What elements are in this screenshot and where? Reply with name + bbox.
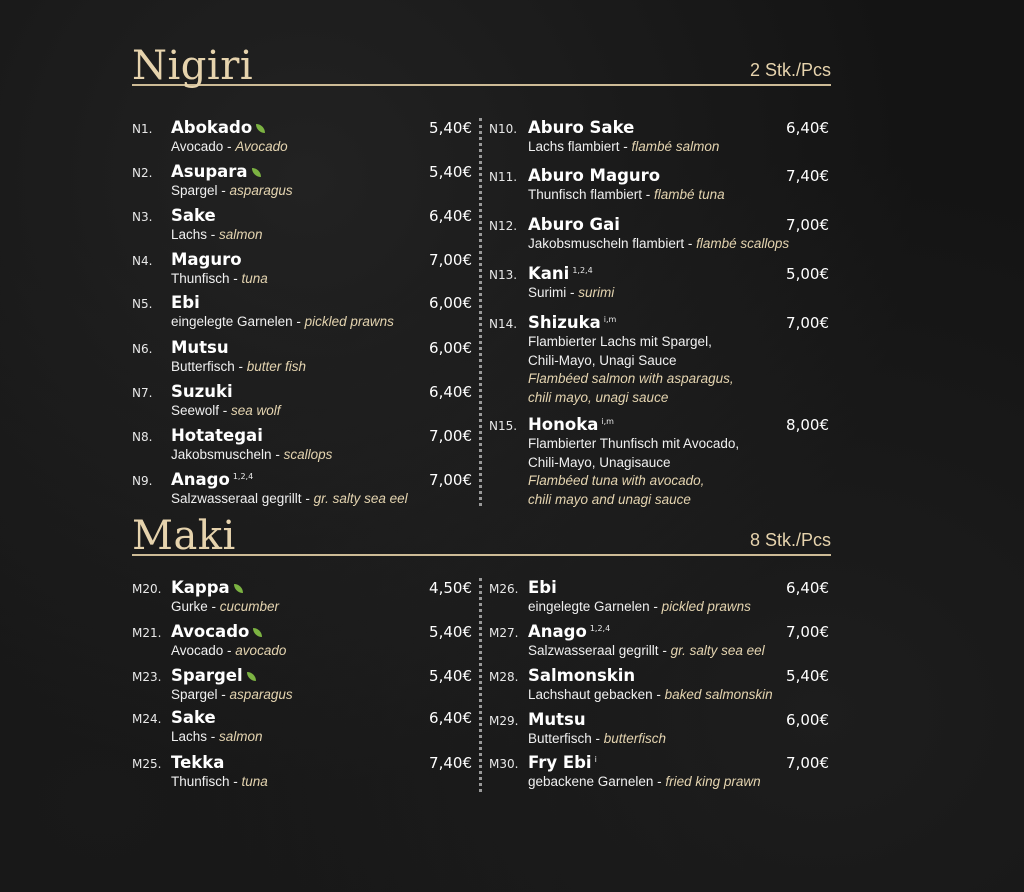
item-price: 6,00€ bbox=[429, 294, 472, 312]
vegetarian-leaf-icon bbox=[247, 672, 256, 681]
allergen-codes: i bbox=[594, 754, 597, 764]
description-de: Butterfisch bbox=[171, 359, 235, 374]
item-price: 7,40€ bbox=[786, 167, 829, 185]
item-name bbox=[171, 382, 233, 401]
description-de: Salzwasseraal gegrillt bbox=[171, 491, 302, 506]
description-en: gr. salty sea eel bbox=[670, 643, 765, 658]
item-price: 5,40€ bbox=[786, 667, 829, 685]
description-de: Butterfisch bbox=[528, 731, 592, 746]
maki-section bbox=[132, 512, 831, 789]
description-en-line: Flambéed salmon with asparagus, bbox=[528, 371, 734, 386]
item-name-text: Spargel bbox=[171, 666, 243, 685]
maki-title: Maki bbox=[132, 513, 236, 559]
item-description: Salzwasseraal gegrillt - gr. salty sea eel bbox=[528, 643, 765, 658]
description-de: Avocado bbox=[171, 139, 224, 154]
item-description: Thunfisch - tuna bbox=[171, 271, 268, 286]
item-name-text: Honoka bbox=[528, 415, 599, 434]
item-name-text: Aburo Maguro bbox=[528, 166, 661, 185]
item-number: N3. bbox=[132, 210, 153, 224]
description-de-line: Flambierter Thunfisch mit Avocado, bbox=[528, 436, 740, 451]
description-de-line: Chili-Mayo, Unagisauce bbox=[528, 454, 671, 470]
item-description: Avocado - avocado bbox=[171, 643, 287, 658]
description-en: avocado bbox=[235, 643, 287, 658]
description-de: Seewolf bbox=[171, 403, 220, 418]
description-en: gr. salty sea eel bbox=[313, 491, 408, 506]
item-price: 7,00€ bbox=[429, 471, 472, 489]
item-description: Lachs flambiert - flambé salmon bbox=[528, 139, 720, 154]
item-number: M25. bbox=[132, 757, 162, 771]
description-en: asparagus bbox=[229, 687, 293, 702]
item-description: Spargel - asparagus bbox=[171, 687, 293, 702]
description-de: Lachs bbox=[171, 227, 208, 242]
item-name bbox=[171, 753, 224, 772]
item-description: Butterfisch - butter fish bbox=[171, 359, 307, 374]
item-price: 7,00€ bbox=[429, 427, 472, 445]
item-name-text: Aburo Gai bbox=[528, 215, 620, 234]
description-en: butter fish bbox=[246, 359, 307, 374]
item-price: 6,00€ bbox=[786, 711, 829, 729]
description-de: eingelegte Garnelen bbox=[528, 599, 650, 614]
item-description bbox=[528, 435, 828, 509]
item-number: M23. bbox=[132, 670, 162, 684]
vegetarian-leaf-icon bbox=[253, 628, 262, 637]
description-en: flambé tuna bbox=[654, 187, 725, 202]
item-number: N11. bbox=[489, 170, 518, 184]
item-name-text: Anago bbox=[528, 622, 587, 641]
description-en: pickled prawns bbox=[661, 599, 751, 614]
item-name bbox=[171, 426, 263, 445]
item-name bbox=[528, 666, 635, 685]
item-number: M29. bbox=[489, 714, 519, 728]
item-number: N9. bbox=[132, 474, 153, 488]
item-name bbox=[528, 264, 593, 283]
description-de: Surimi bbox=[528, 285, 567, 300]
item-description: Salzwasseraal gegrillt - gr. salty sea eel bbox=[171, 491, 408, 506]
description-en: sea wolf bbox=[231, 403, 281, 418]
nigiri-header bbox=[132, 42, 831, 89]
item-description: eingelegte Garnelen - pickled prawns bbox=[528, 599, 751, 614]
item-description: Surimi - surimi bbox=[528, 285, 615, 300]
item-price: 6,40€ bbox=[786, 119, 829, 137]
item-description: Avocado - Avocado bbox=[171, 139, 288, 154]
item-name bbox=[171, 118, 265, 137]
item-price: 5,40€ bbox=[429, 163, 472, 181]
item-number: M30. bbox=[489, 757, 519, 771]
description-de: Lachs bbox=[171, 729, 208, 744]
column-divider bbox=[479, 578, 482, 792]
item-name bbox=[528, 753, 597, 772]
item-name-text: Hotategai bbox=[171, 426, 263, 445]
item-price: 5,40€ bbox=[429, 623, 472, 641]
description-en-line: Flambéed tuna with avocado, bbox=[528, 473, 705, 488]
item-number: N10. bbox=[489, 122, 518, 136]
item-description bbox=[528, 333, 828, 407]
description-de: Gurke bbox=[171, 599, 208, 614]
item-name bbox=[528, 415, 614, 434]
description-en: tuna bbox=[241, 774, 268, 789]
item-name-text: Abokado bbox=[171, 118, 253, 137]
description-de: Jakobsmuscheln flambiert bbox=[528, 236, 685, 251]
description-en: asparagus bbox=[229, 183, 293, 198]
item-price: 6,00€ bbox=[429, 339, 472, 357]
allergen-codes: 1,2,4 bbox=[232, 471, 254, 481]
item-name bbox=[528, 215, 620, 234]
item-price: 7,00€ bbox=[786, 623, 829, 641]
item-price: 4,50€ bbox=[429, 579, 472, 597]
item-number: N6. bbox=[132, 342, 153, 356]
item-price: 8,00€ bbox=[786, 416, 829, 434]
item-name bbox=[528, 578, 557, 597]
item-name bbox=[528, 118, 634, 137]
item-name-text: Sake bbox=[171, 708, 216, 727]
item-price: 7,00€ bbox=[429, 251, 472, 269]
item-name-text: Tekka bbox=[171, 753, 225, 772]
item-description: Lachshaut gebacken - baked salmonskin bbox=[528, 687, 773, 702]
item-number: M28. bbox=[489, 670, 519, 684]
item-price: 5,40€ bbox=[429, 119, 472, 137]
item-number: M20. bbox=[132, 582, 162, 596]
item-name bbox=[171, 622, 262, 641]
item-number: N8. bbox=[132, 430, 153, 444]
item-description: Lachs - salmon bbox=[171, 729, 263, 744]
description-de: Thunfisch bbox=[171, 271, 230, 286]
item-description: Jakobsmuscheln flambiert - flambé scallops bbox=[528, 236, 790, 251]
item-name bbox=[528, 313, 616, 332]
description-en: pickled prawns bbox=[304, 314, 394, 329]
item-name-text: Ebi bbox=[528, 578, 557, 597]
description-en: tuna bbox=[241, 271, 268, 286]
description-en: flambé scallops bbox=[696, 236, 790, 251]
item-number: M27. bbox=[489, 626, 519, 640]
nigiri-pieces: 2 Stk./Pcs bbox=[749, 60, 831, 80]
item-name-text: Aburo Sake bbox=[528, 118, 635, 137]
description-en: salmon bbox=[219, 729, 263, 744]
item-name bbox=[171, 578, 243, 597]
item-number: N5. bbox=[132, 297, 153, 311]
item-number: N14. bbox=[489, 317, 518, 331]
item-price: 7,00€ bbox=[786, 216, 829, 234]
item-name-text: Avocado bbox=[171, 622, 250, 641]
description-en: butterfisch bbox=[603, 731, 667, 746]
item-name bbox=[171, 206, 216, 225]
description-en: salmon bbox=[219, 227, 263, 242]
item-number: M21. bbox=[132, 626, 162, 640]
nigiri-title: Nigiri bbox=[132, 43, 254, 89]
item-description: Thunfisch - tuna bbox=[171, 774, 268, 789]
description-de: Spargel bbox=[171, 687, 218, 702]
item-price: 6,40€ bbox=[429, 709, 472, 727]
description-de: Avocado bbox=[171, 643, 224, 658]
item-number: N15. bbox=[489, 419, 518, 433]
item-name-text: Maguro bbox=[171, 250, 242, 269]
item-number: N13. bbox=[489, 268, 518, 282]
item-name bbox=[171, 666, 256, 685]
description-en: surimi bbox=[578, 285, 615, 300]
description-de: Salzwasseraal gegrillt bbox=[528, 643, 659, 658]
column-divider bbox=[479, 118, 482, 506]
item-price: 7,40€ bbox=[429, 754, 472, 772]
item-number: N12. bbox=[489, 219, 518, 233]
item-name-text: Asupara bbox=[171, 162, 248, 181]
item-name bbox=[528, 622, 610, 641]
item-name-text: Suzuki bbox=[171, 382, 233, 401]
description-de-line: Flambierter Lachs mit Spargel, bbox=[528, 334, 712, 349]
item-price: 6,40€ bbox=[429, 207, 472, 225]
item-name-text: Kappa bbox=[171, 578, 230, 597]
description-en: Avocado bbox=[235, 139, 288, 154]
item-name bbox=[528, 710, 586, 729]
description-de: Lachs flambiert bbox=[528, 139, 620, 154]
nigiri-section bbox=[132, 42, 831, 507]
description-en: scallops bbox=[283, 447, 333, 462]
item-name-text: Mutsu bbox=[171, 338, 229, 357]
item-number: N1. bbox=[132, 122, 153, 136]
allergen-codes: i,m bbox=[601, 416, 614, 426]
description-en: flambé salmon bbox=[631, 139, 720, 154]
item-name bbox=[171, 250, 242, 269]
item-price: 5,40€ bbox=[429, 667, 472, 685]
item-description: Gurke - cucumber bbox=[171, 599, 280, 614]
item-number: N2. bbox=[132, 166, 153, 180]
item-description: Spargel - asparagus bbox=[171, 183, 293, 198]
vegetarian-leaf-icon bbox=[252, 168, 261, 177]
item-number: M26. bbox=[489, 582, 519, 596]
item-description: Jakobsmuscheln - scallops bbox=[171, 447, 333, 462]
item-name-text: Sake bbox=[171, 206, 216, 225]
item-number: N4. bbox=[132, 254, 153, 268]
item-description: Seewolf - sea wolf bbox=[171, 403, 281, 418]
maki-pieces: 8 Stk./Pcs bbox=[749, 530, 831, 550]
item-price: 5,00€ bbox=[786, 265, 829, 283]
item-description: Thunfisch flambiert - flambé tuna bbox=[528, 187, 725, 202]
item-description: eingelegte Garnelen - pickled prawns bbox=[171, 314, 394, 329]
item-name bbox=[171, 293, 200, 312]
item-name bbox=[171, 708, 216, 727]
allergen-codes: i,m bbox=[603, 314, 617, 324]
description-en: cucumber bbox=[219, 599, 280, 614]
item-name bbox=[171, 162, 261, 181]
description-de: eingelegte Garnelen bbox=[171, 314, 293, 329]
description-de: Thunfisch flambiert bbox=[528, 187, 643, 202]
allergen-codes: 1,2,4 bbox=[589, 623, 611, 633]
description-en-line: chili mayo, unagi sauce bbox=[528, 389, 669, 405]
item-name-text: Mutsu bbox=[528, 710, 586, 729]
item-description: Lachs - salmon bbox=[171, 227, 263, 242]
item-name bbox=[171, 338, 229, 357]
vegetarian-leaf-icon bbox=[234, 584, 243, 593]
item-price: 6,40€ bbox=[786, 579, 829, 597]
item-name-text: Kani bbox=[528, 264, 570, 283]
description-en: fried king prawn bbox=[665, 774, 761, 789]
description-de-line: Chili-Mayo, Unagi Sauce bbox=[528, 352, 677, 368]
item-description: Butterfisch - butterfisch bbox=[528, 731, 667, 746]
item-name-text: Shizuka bbox=[528, 313, 601, 332]
item-description: gebackene Garnelen - fried king prawn bbox=[528, 774, 761, 789]
description-de: Jakobsmuscheln bbox=[171, 447, 272, 462]
item-name-text: Fry Ebi bbox=[528, 753, 592, 772]
description-en: baked salmonskin bbox=[664, 687, 773, 702]
vegetarian-leaf-icon bbox=[256, 124, 265, 133]
item-number: N7. bbox=[132, 386, 153, 400]
description-de: Spargel bbox=[171, 183, 218, 198]
description-en-line: chili mayo and unagi sauce bbox=[528, 491, 691, 507]
description-de: Lachshaut gebacken bbox=[528, 687, 653, 702]
item-price: 7,00€ bbox=[786, 754, 829, 772]
item-name-text: Anago bbox=[171, 470, 230, 489]
item-name-text: Ebi bbox=[171, 293, 200, 312]
item-price: 6,40€ bbox=[429, 383, 472, 401]
item-name bbox=[528, 166, 660, 185]
description-de: Thunfisch bbox=[171, 774, 230, 789]
description-de: gebackene Garnelen bbox=[528, 774, 654, 789]
item-price: 7,00€ bbox=[786, 314, 829, 332]
allergen-codes: 1,2,4 bbox=[572, 265, 593, 275]
item-number: M24. bbox=[132, 712, 162, 726]
item-name-text: Salmonskin bbox=[528, 666, 636, 685]
item-name bbox=[171, 470, 253, 489]
maki-header bbox=[132, 512, 831, 559]
